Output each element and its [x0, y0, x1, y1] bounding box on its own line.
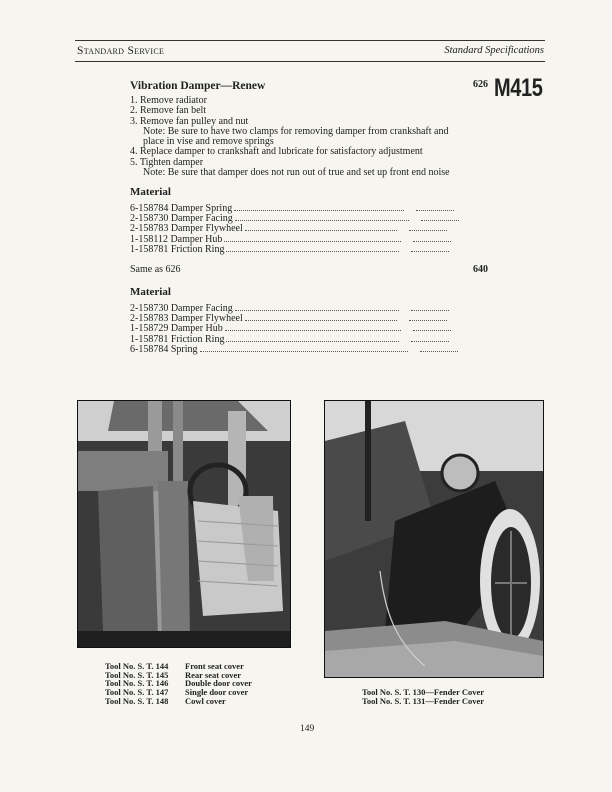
part-name: 1-158112 Damper Hub — [130, 233, 223, 245]
part-row — [130, 344, 460, 354]
procedure-steps — [130, 96, 500, 178]
part-row — [130, 234, 460, 244]
part-row — [130, 303, 460, 313]
tool-description: Single door cover — [185, 687, 249, 698]
price-blank — [411, 334, 449, 342]
page-number: 149 — [300, 724, 315, 734]
step-line: 2. Remove fan belt — [130, 105, 207, 117]
photo-seat-covers — [77, 400, 291, 648]
seat-covers-illustration — [78, 401, 290, 647]
tool-number: Tool No. S. T. 145 — [105, 669, 169, 680]
tool-number: Tool No. S. T. 144 — [105, 661, 169, 671]
fender-covers-illustration — [325, 401, 543, 677]
material-heading-1: Material — [130, 186, 171, 198]
part-name: 2-158783 Damper Flywheel — [130, 313, 243, 325]
tool-description: Cowl cover — [185, 695, 226, 706]
part-row — [130, 223, 460, 233]
step-line: 5. Tighten damper — [130, 156, 204, 168]
caption-row — [105, 697, 252, 706]
photo-fender-covers — [324, 400, 544, 678]
part-row — [130, 323, 460, 333]
step-line: 3. Remove fan pulley and nut — [130, 115, 249, 127]
price-blank — [411, 244, 449, 252]
price-blank — [409, 313, 447, 321]
header-bottom-rule — [75, 61, 545, 62]
step-note: Note: Be sure that damper does not run out of true and set up front end noise — [143, 167, 450, 179]
price-blank — [416, 203, 454, 211]
part-row — [130, 334, 460, 344]
header-top-rule — [75, 40, 545, 41]
part-name: 6-158784 Damper Spring — [130, 203, 233, 214]
leader-dots — [235, 213, 409, 221]
tool-number: Tool No. S. T. 146 — [105, 678, 169, 689]
caption-line: Tool No. S. T. 130—Fender Cover — [362, 687, 484, 697]
tool-description: Front seat cover — [185, 661, 244, 671]
leader-dots — [245, 223, 397, 231]
price-blank — [421, 213, 459, 221]
part-row — [130, 313, 460, 323]
step-note: Note: Be sure to have two clamps for removing damper from crankshaft and — [143, 125, 449, 137]
leader-dots — [224, 234, 401, 242]
leader-dots — [200, 344, 408, 352]
material-heading-2: Material — [130, 286, 171, 298]
part-name: 1-158781 Friction Ring — [130, 243, 225, 255]
step-line: 4. Replace damper to crankshaft and lubricate for satisfactory adjustment — [130, 146, 423, 158]
part-name: 6-158784 Spring — [130, 343, 198, 355]
tool-number: Tool No. S. T. 148 — [105, 695, 169, 706]
leader-dots — [235, 303, 399, 311]
operation-code: M415 — [494, 74, 543, 102]
price-blank — [409, 223, 447, 231]
operation-title: Vibration Damper—Renew — [130, 80, 266, 92]
tool-description: Double door cover — [185, 678, 252, 689]
leader-dots — [226, 244, 399, 252]
leader-dots — [234, 203, 404, 211]
tool-number: Tool No. S. T. 147 — [105, 687, 169, 698]
same-as-note: Same as 626 — [130, 264, 181, 275]
running-header-right: Standard Specifications — [444, 45, 544, 56]
leader-dots — [226, 334, 399, 342]
caption-line: Tool No. S. T. 131—Fender Cover — [362, 695, 484, 706]
operation-number-640: 640 — [473, 264, 488, 275]
part-name: 1-158781 Friction Ring — [130, 333, 225, 345]
part-name: 2-158783 Damper Flywheel — [130, 223, 243, 235]
caption-seat-covers — [105, 662, 252, 706]
leader-dots — [225, 323, 401, 331]
part-row — [130, 244, 460, 254]
caption-fender-covers — [362, 688, 484, 705]
part-row — [130, 203, 460, 213]
price-blank — [411, 303, 449, 311]
part-name: 2-158730 Damper Facing — [130, 303, 233, 314]
step-line: 1. Remove radiator — [130, 95, 207, 106]
price-blank — [413, 234, 451, 242]
leader-dots — [245, 313, 397, 321]
material-list-2 — [130, 303, 460, 354]
part-name: 2-158730 Damper Facing — [130, 213, 233, 225]
price-blank — [413, 323, 451, 331]
price-blank — [420, 344, 458, 352]
part-row — [130, 213, 460, 223]
step-note: place in vise and remove springs — [143, 136, 274, 148]
tool-description: Rear seat cover — [185, 669, 242, 680]
running-header-left: Standard Service — [77, 45, 165, 57]
part-name: 1-158729 Damper Hub — [130, 323, 223, 335]
operation-number: 626 — [473, 79, 488, 90]
material-list-1 — [130, 203, 460, 254]
